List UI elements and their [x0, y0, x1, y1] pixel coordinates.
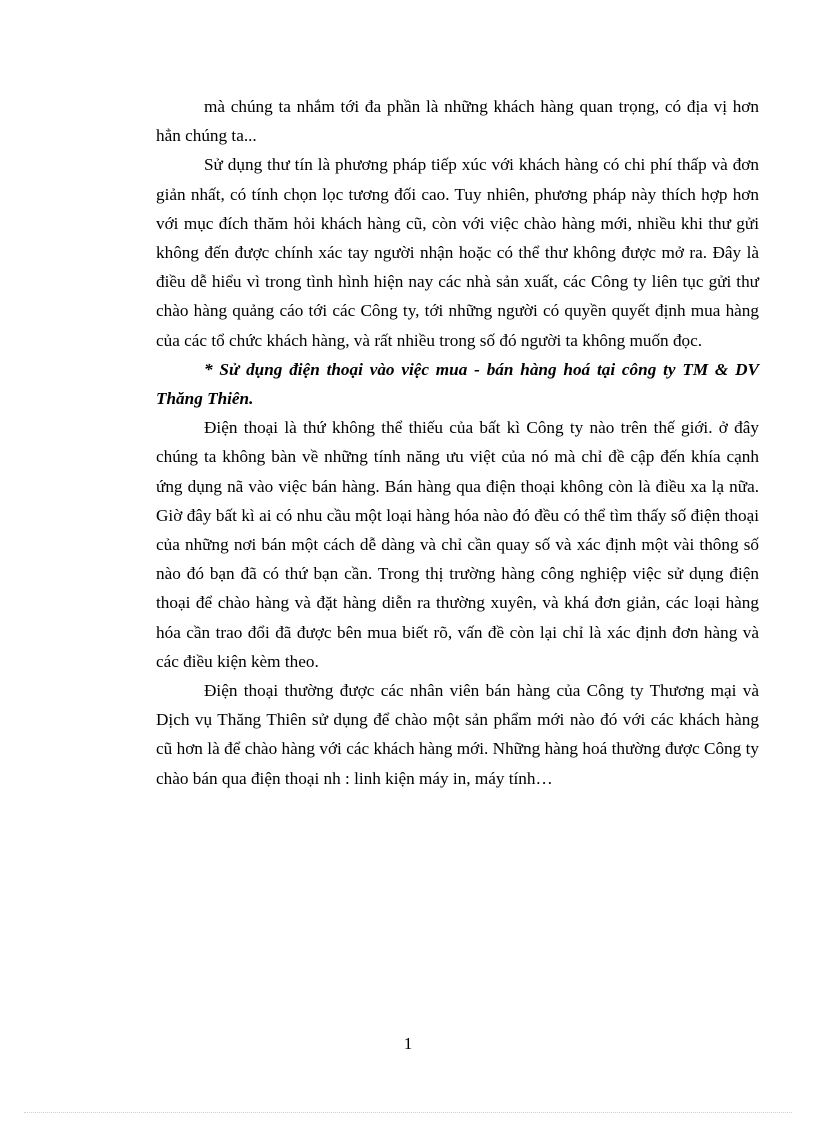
paragraph-continuation: mà chúng ta nhắm tới đa phần là những khách hàng quan trọng, có địa vị hơn hẳn chúng ta...	[156, 97, 759, 146]
paragraph-mail-method: Sử dụng thư tín là phương pháp tiếp xúc với khách hàng có chi phí thấp và đơn giản nhất, có tính chọn lọc tương đối cao. Tuy nhiên, phương pháp này thích hợp hơn với mục đích thăm hỏi khách hàng cũ, còn với việc chào hàng mới, nhiều khi thư gửi không đến được chính xác tay người nhận hoặc có thể thư không được mở ra. Đây là điều dễ hiểu vì trong tình hình hiện nay các nhà sản xuất, các Công ty liên tục gửi thư chào hàng quảng cáo tới các Công ty, tới những người có quyền quyết định mua hàng của các tổ chức khách hàng, và rất nhiều trong số đó người ta không muốn đọc.	[156, 155, 759, 350]
section-heading-telephone: * Sử dụng điện thoại vào việc mua - bán hàng hoá tại công ty TM & DV Thăng Thiên.	[156, 359, 759, 409]
page-bottom-edge	[24, 1112, 792, 1113]
paragraph-telephone-usage: Điện thoại thường được các nhân viên bán hàng của Công ty Thương mại và Dịch vụ Thăng Thiên sử dụng để chào một sản phẩm mới nào đó với các khách hàng cũ hơn là để chào hàng với các khách hàng mới. Những hàng hoá thường được Công ty chào bán qua điện thoại nh : linh kiện máy in, máy tính…	[156, 681, 759, 788]
page-number: 1	[403, 1034, 413, 1053]
paragraph-telephone-overview: Điện thoại là thứ không thể thiếu của bất kì Công ty nào trên thế giới. ở đây chúng ta không bàn về những tính năng ưu việt của nó mà chỉ đề cập đến khía cạnh ứng dụng nã vào việc bán hàng. Bán hàng qua điện thoại không còn là điều xa lạ nữa. Giờ đây bất kì ai có nhu cầu một loại hàng hóa nào đó đều có thể tìm thấy số điện thoại của những nơi bán một cách dễ dàng và chỉ cần quay số và xác định một vài thông số nào đó bạn đã có thứ bạn cần. Trong thị trường hàng công nghiệp việc sử dụng điện thoại để chào hàng và đặt hàng diễn ra thường xuyên, và khá đơn giản, các loại hàng hóa cần trao đổi đã được bên mua biết rõ, vấn đề còn lại chỉ là xác định đơn hàng và các điều kiện kèm theo.	[156, 418, 759, 671]
document-body	[156, 92, 759, 793]
